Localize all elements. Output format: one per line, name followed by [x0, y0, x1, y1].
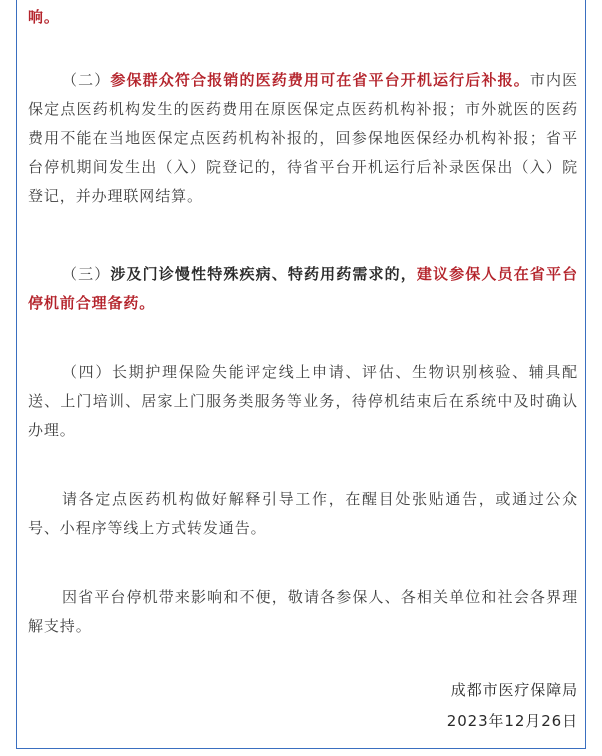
para5-text: 请各定点医药机构做好解释引导工作，在醒目处张贴通告，或通过公众号、小程序等线上方式转发通告。	[28, 490, 578, 537]
para2-label: （二）	[62, 71, 111, 89]
signature-date-text: 2023年12月26日	[446, 712, 578, 730]
paragraph-3	[28, 260, 578, 318]
para4-text: （四）长期护理保险失能评定线上申请、评估、生物识别核验、辅具配送、上门培训、居家上门服务类服务等业务，待停机结束后在系统中及时确认办理。	[28, 363, 578, 439]
signature-org-text: 成都市医疗保障局	[450, 681, 578, 699]
intro-tail	[28, 3, 60, 32]
para3-label: （三）	[62, 265, 111, 283]
paragraph-6	[28, 583, 578, 641]
para2-body: 市内医保定点医药机构发生的医药费用在原医保定点医药机构补报；市外就医的医药费用不能在当地医保定点医药机构补报的，回参保地医保经办机构补报；省平台停机期间发生出（入）院登记的，待省平台开机运行后补录医保出（入）院登记，并办理联网结算。	[28, 71, 579, 205]
paragraph-5	[28, 485, 578, 543]
intro-tail-text: 响。	[28, 8, 60, 26]
signature-date	[447, 707, 578, 736]
paragraph-4	[28, 358, 578, 445]
para6-text: 因省平台停机带来影响和不便，敬请各参保人、各相关单位和社会各界理解支持。	[28, 588, 578, 635]
signature-org	[451, 676, 578, 705]
para2-heading: 参保群众符合报销的医药费用可在省平台开机运行后补报。	[110, 71, 530, 89]
paragraph-2	[28, 66, 578, 211]
para3-heading-dark: 涉及门诊慢性特殊疾病、特药用药需求的，	[110, 265, 417, 283]
para3-heading-red: 建议参保人员在省平台停机前合理备药。	[28, 265, 578, 312]
